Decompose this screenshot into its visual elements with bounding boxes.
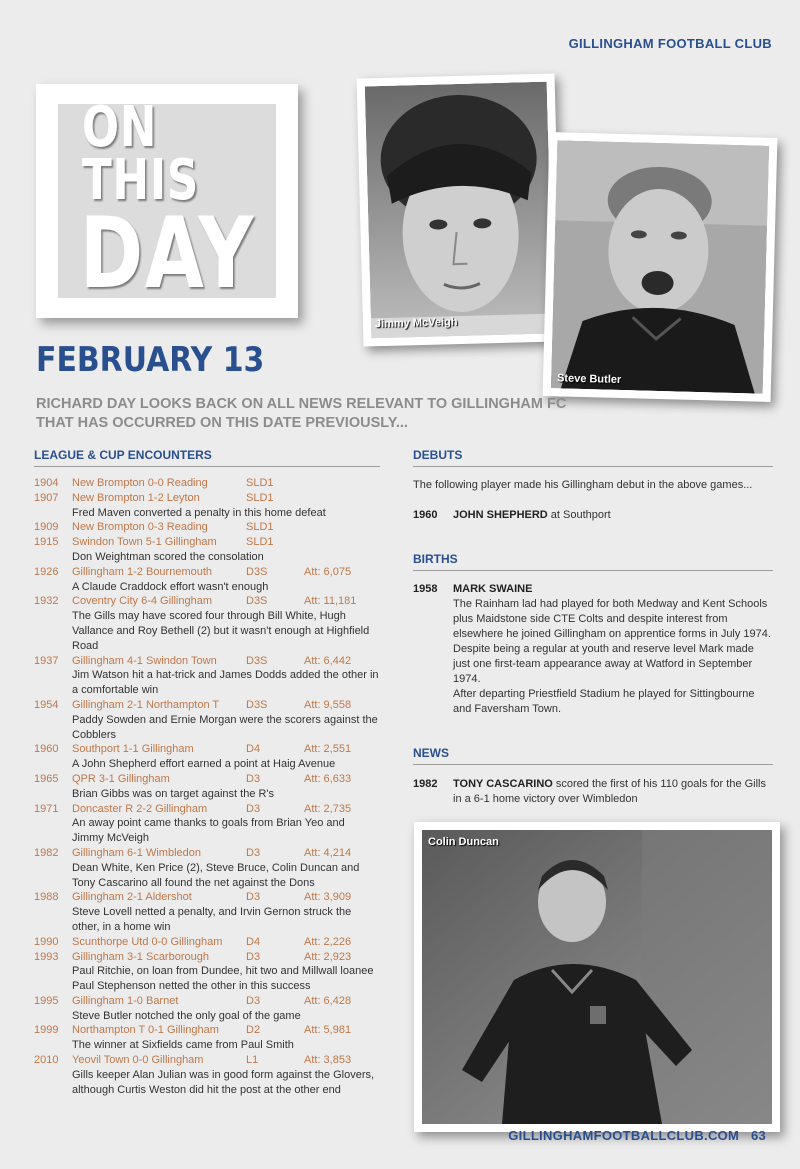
photo-colin-duncan (414, 822, 780, 1132)
encounter-match: New Brompton 0-0 Reading (72, 477, 208, 489)
encounter-year: 1904 (34, 477, 59, 489)
photo-caption-duncan: Colin Duncan (428, 836, 499, 848)
encounter-note: The winner at Sixfields came from Paul Smith (72, 1039, 294, 1052)
portrait-butler-graphic (551, 140, 769, 393)
encounter-note: Don Weightman scored the consolation (72, 550, 264, 563)
birth-paragraph: After departing Priestfield Stadium he played for Sittingbourne and Faversham Town. (453, 688, 755, 715)
league-cup-rule (34, 466, 380, 467)
photo-caption-butler: Steve Butler (556, 372, 622, 387)
encounter-year: 1965 (34, 772, 59, 785)
encounter-note: A Claude Craddock effort wasn't enough (72, 580, 269, 593)
encounter-match: Gillingham 1-0 Barnet (72, 994, 179, 1007)
intro-standfirst: RICHARD DAY LOOKS BACK ON ALL NEWS RELEVANT TO GILLINGHAM FC THAT HAS OCCURRED ON THIS DATE PREVIOUSLY... (36, 396, 567, 431)
debut-year: 1960 (413, 509, 438, 521)
encounter-year: 1982 (34, 846, 59, 859)
encounter-attendance: Att: 3,853 (304, 1054, 352, 1067)
encounter-attendance: Att: 3,909 (304, 891, 352, 904)
photo-butler-image (551, 140, 769, 393)
debut-detail: at Southport (547, 509, 611, 521)
encounter-attendance: Att: 2,923 (304, 950, 352, 963)
birth-year: 1958 (413, 583, 438, 595)
encounter-match: Gillingham 3-1 Scarborough (72, 950, 209, 963)
encounter-note: A John Shepherd effort earned a point at Haig Avenue (72, 758, 336, 771)
footer-website: GILLINGHAMFOOTBALLCLUB.COM (508, 1128, 740, 1143)
page-number: 63 (750, 1128, 766, 1143)
encounter-note: Jim Watson hit a hat-trick and James Dodds added the other in a comfortable win (72, 669, 379, 697)
encounter-match: Gillingham 1-2 Bournemouth (72, 565, 213, 578)
news-title: NEWS (413, 746, 449, 760)
encounter-match: New Brompton 1-2 Leyton (72, 491, 200, 504)
encounter-row (34, 802, 379, 817)
encounter-note: Steve Butler notched the only goal of the game (72, 1009, 301, 1022)
encounter-row (34, 594, 379, 609)
encounter-note: The Gills may have scored four through Bill White, Hugh Vallance and Roy Bethell (2) but it wasn't enough at Highfield Road (72, 610, 370, 652)
action-duncan-graphic (422, 830, 772, 1124)
encounter-year: 1915 (34, 536, 59, 549)
encounter-competition: D3S (246, 595, 268, 608)
encounter-row (34, 476, 379, 491)
encounter-competition: SLD1 (246, 536, 274, 549)
encounter-row (34, 935, 379, 950)
encounter-competition: D3S (246, 565, 268, 578)
news-player-name: TONY CASCARINO (453, 778, 553, 790)
births-rule (413, 570, 773, 571)
encounter-match: Yeovil Town 0-0 Gillingham (72, 1054, 204, 1067)
encounter-year: 1954 (34, 698, 59, 711)
logo-line-1: ON THIS (81, 95, 200, 214)
debut-text (453, 508, 773, 523)
encounter-row (34, 994, 379, 1009)
encounter-match: Swindon Town 5-1 Gillingham (72, 536, 217, 549)
encounter-match: New Brompton 0-3 Reading (72, 521, 208, 534)
news-detail: scored the first of his 110 goals for the Gills in a 6-1 home victory over Wimbledon (453, 778, 767, 805)
encounter-note: Fred Maven converted a penalty in this home defeat (72, 506, 326, 519)
encounter-competition: D3 (246, 994, 261, 1007)
encounter-row (34, 742, 379, 757)
encounter-attendance: Att: 6,428 (304, 994, 352, 1007)
encounter-year: 1988 (34, 891, 59, 904)
encounter-attendance: Att: 4,214 (304, 846, 352, 859)
encounter-year: 1993 (34, 950, 59, 963)
encounter-row (34, 654, 379, 669)
photo-duncan-image (422, 830, 772, 1124)
encounter-row (34, 535, 379, 550)
encounter-row (34, 491, 379, 506)
news-section (413, 777, 773, 807)
encounter-competition: D3S (246, 654, 268, 667)
encounter-row (34, 846, 379, 861)
encounter-year: 1995 (34, 994, 59, 1007)
encounter-note: Dean White, Ken Price (2), Steve Bruce, Colin Duncan and Tony Cascarino all found the net against the Dons (72, 861, 360, 889)
encounter-note: An away point came thanks to goals from Brian Yeo and Jimmy McVeigh (72, 817, 345, 845)
encounter-row (34, 520, 379, 535)
encounter-note: Brian Gibbs was on target against the R's (72, 787, 275, 800)
birth-text (453, 582, 773, 717)
encounter-row (34, 565, 379, 580)
birth-paragraph: Despite being a regular at youth and reserve level Mark made just one first-team appearance away at Watford in September 1974. (453, 643, 754, 685)
encounter-competition: D3 (246, 772, 261, 785)
encounter-match: Northampton T 0-1 Gillingham (72, 1024, 219, 1037)
encounter-year: 1926 (34, 565, 59, 578)
encounter-row (34, 950, 379, 965)
league-cup-title: LEAGUE & CUP ENCOUNTERS (34, 448, 212, 462)
encounter-row (34, 1053, 379, 1068)
encounter-year: 1999 (34, 1024, 59, 1037)
encounter-attendance: Att: 6,075 (304, 565, 352, 578)
encounter-match: QPR 3-1 Gillingham (72, 772, 170, 785)
encounter-attendance: Att: 9,558 (304, 698, 352, 711)
encounter-competition: D3 (246, 846, 261, 859)
footer (508, 1128, 766, 1143)
debuts-section (413, 478, 773, 523)
encounter-match: Southport 1-1 Gillingham (72, 743, 194, 756)
encounter-year: 1907 (34, 491, 59, 504)
encounter-row (34, 890, 379, 905)
encounter-competition: SLD1 (246, 477, 274, 489)
encounter-row (34, 1023, 379, 1038)
news-rule (413, 764, 773, 765)
encounter-attendance: Att: 6,442 (304, 654, 352, 667)
on-this-day-logo (36, 84, 298, 318)
encounter-competition: D3S (246, 698, 268, 711)
birth-player-name: MARK SWAINE (453, 583, 533, 595)
photo-mcveigh-image (365, 82, 554, 339)
encounter-year: 2010 (34, 1054, 59, 1067)
encounter-year: 1909 (34, 521, 59, 534)
encounter-competition: D3 (246, 950, 261, 963)
encounter-match: Doncaster R 2-2 Gillingham (72, 802, 208, 815)
encounter-competition: SLD1 (246, 521, 274, 534)
encounter-note: Paddy Sowden and Ernie Morgan were the scorers against the Cobblers (72, 713, 378, 741)
encounter-row (34, 772, 379, 787)
photo-jimmy-mcveigh (357, 73, 562, 346)
encounter-attendance: Att: 11,181 (304, 595, 357, 608)
club-name-header: GILLINGHAM FOOTBALL CLUB (568, 36, 772, 51)
debuts-intro: The following player made his Gillingham debut in the above games... (413, 479, 753, 491)
encounter-match: Gillingham 2-1 Aldershot (72, 891, 192, 904)
news-year: 1982 (413, 778, 438, 790)
encounter-competition: SLD1 (246, 491, 274, 504)
encounter-match: Gillingham 6-1 Wimbledon (72, 846, 201, 859)
birth-paragraph: The Rainham lad had played for both Medway and Kent Schools plus Maidstone side CTE Colts and despite interest from elsewhere he joined Gillingham on apprentice forms in July 1974. (453, 598, 771, 640)
encounter-year: 1960 (34, 743, 59, 756)
encounter-competition: D4 (246, 743, 261, 756)
logo-line-2: DAY (79, 196, 255, 311)
league-cup-list (34, 476, 379, 1097)
news-text (453, 777, 773, 807)
birth-entry (413, 582, 773, 717)
encounter-row (34, 698, 379, 713)
encounter-year: 1932 (34, 595, 59, 608)
encounter-match: Gillingham 4-1 Swindon Town (72, 654, 217, 667)
encounter-note: Steve Lovell netted a penalty, and Irvin Gernon struck the other, in a home win (72, 906, 352, 933)
encounter-competition: D3 (246, 802, 261, 815)
encounter-year: 1937 (34, 654, 59, 667)
encounter-match: Scunthorpe Utd 0-0 Gillingham (72, 935, 223, 948)
encounter-note: Paul Ritchie, on loan from Dundee, hit two and Millwall loanee Paul Stephenson netted the other in this success (72, 965, 374, 993)
encounter-attendance: Att: 5,981 (304, 1024, 352, 1037)
photo-steve-butler (543, 132, 778, 402)
encounter-match: Coventry City 6-4 Gillingham (72, 595, 212, 608)
encounter-competition: D3 (246, 891, 261, 904)
on-this-day-logo-inner (58, 95, 276, 311)
births-title: BIRTHS (413, 552, 458, 566)
encounter-competition: D2 (246, 1024, 261, 1037)
debuts-title: DEBUTS (413, 448, 463, 462)
encounter-attendance: Att: 2,551 (304, 743, 352, 756)
encounter-match: Gillingham 2-1 Northampton T (72, 698, 220, 711)
encounter-attendance: Att: 6,633 (304, 772, 352, 785)
encounter-note: Gills keeper Alan Julian was in good form against the Glovers, although Curtis Weston did hit the post at the other end (72, 1068, 375, 1096)
encounter-competition: D4 (246, 935, 261, 948)
encounter-year: 1990 (34, 935, 59, 948)
news-entry (413, 777, 773, 807)
encounter-attendance: Att: 2,226 (304, 935, 352, 948)
debut-player-name: JOHN SHEPHERD (453, 509, 548, 521)
encounter-year: 1971 (34, 802, 59, 815)
photo-caption-mcveigh: Jimmy McVeigh (374, 316, 458, 331)
page-title-date: FEBRUARY 13 (36, 340, 265, 380)
debuts-rule (413, 466, 773, 467)
debut-entry (413, 508, 773, 523)
encounter-competition: L1 (246, 1054, 259, 1067)
births-section (413, 582, 773, 717)
encounter-attendance: Att: 2,735 (304, 802, 352, 815)
portrait-mcveigh-graphic (365, 82, 554, 339)
